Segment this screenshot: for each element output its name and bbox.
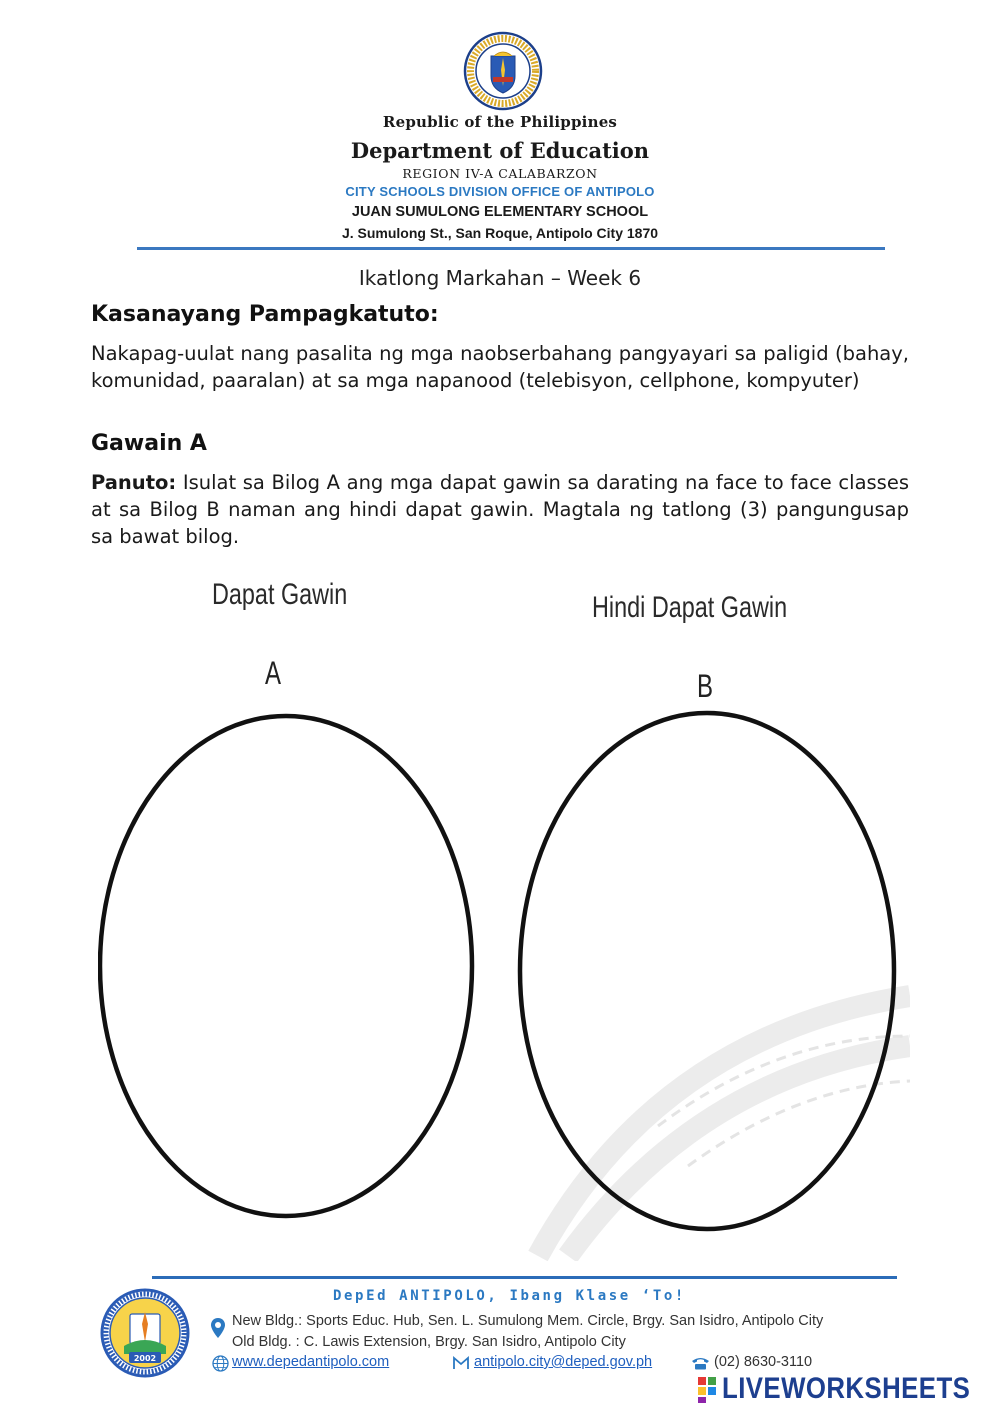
circles-diagram (98, 566, 910, 1261)
circle-a-letter: A (265, 655, 282, 691)
liveworksheets-logo-icon (697, 1376, 721, 1404)
circle-a-title: Dapat Gawin (212, 578, 348, 611)
quarter-week: Ikatlong Markahan – Week 6 (358, 266, 642, 290)
mail-icon (452, 1356, 470, 1370)
department-title: Department of Education (350, 138, 650, 163)
deped-seal-icon (463, 30, 543, 112)
old-building-address: Old Bldg. : C. Lawis Extension, Brgy. San Isidro, Antipolo City (232, 1334, 626, 1350)
instruction-text (91, 469, 909, 550)
liveworksheets-watermark: LIVEWORKSHEETS (722, 1372, 971, 1405)
globe-icon (212, 1355, 229, 1372)
circle-b-letter: B (697, 668, 714, 704)
objective-heading: Kasanayang Pampagkatuto: (91, 302, 439, 327)
objective-text: Nakapag-uulat nang pasalita ng mga naobserbahang pangyayari sa paligid (bahay, komunidad, paaralan) at sa mga napanood (telebisyon, cellphone, kompyuter) (91, 342, 909, 392)
email-link[interactable]: antipolo.city@deped.gov.ph (474, 1354, 653, 1370)
instruction-body: Isulat sa Bilog A ang mga dapat gawin sa darating na face to face classes at sa Bilog B naman ang hindi dapat gawin. Magtala ng tatlong (3) pangungusap sa bawat bilog. (91, 471, 909, 548)
circle-b-title: Hindi Dapat Gawin (592, 591, 788, 624)
region-text: REGION IV-A CALABARZON (402, 166, 598, 181)
seal-year: 2002 (133, 1354, 157, 1363)
division-seal-icon (100, 1288, 190, 1378)
phone-number: (02) 8630-3110 (714, 1354, 813, 1370)
header-divider (137, 247, 885, 250)
activity-heading: Gawain A (91, 431, 207, 456)
school-name: JUAN SUMULONG ELEMENTARY SCHOOL (351, 204, 649, 220)
new-building-address: New Bldg.: Sports Educ. Hub, Sen. L. Sumulong Mem. Circle, Brgy. San Isidro, Antipolo City (232, 1313, 824, 1329)
instruction-label: Panuto: (91, 471, 177, 494)
circle-a[interactable] (100, 716, 472, 1216)
footer-divider (152, 1276, 897, 1279)
division-text: CITY SCHOOLS DIVISION OFFICE OF ANTIPOLO (345, 184, 655, 199)
pin-icon (211, 1318, 225, 1338)
school-address: J. Sumulong St., San Roque, Antipolo City 1870 (341, 225, 659, 241)
republic-title: Republic of the Philippines (382, 113, 618, 131)
website-link[interactable]: www.depedantipolo.com (232, 1354, 390, 1370)
phone-icon (691, 1356, 710, 1370)
footer-motto: DepEd ANTIPOLO, Ibang Klase ‘To! (333, 1288, 686, 1304)
